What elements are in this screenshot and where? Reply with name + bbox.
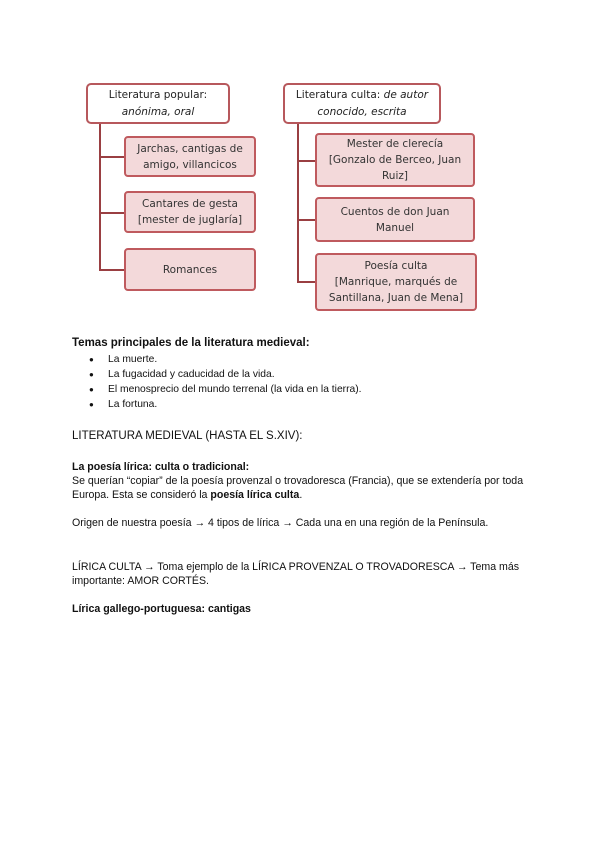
lirica-paragraph-1-bold: poesía lírica culta [210,489,300,501]
popular-item-cantares [124,191,256,233]
popular-title: Literatura popular: [108,89,208,101]
popular-subtitle: anónima, oral [121,106,195,118]
connector-popular-trunk [99,122,101,270]
popular-item-jarchas [124,136,256,177]
lirica-paragraph-1 [72,474,532,502]
list-item: ● El menosprecio del mundo terrenal (la vida en la tierra). [108,382,532,397]
culta-title: Literatura culta: [295,89,381,101]
popular-item-cantares-line1: Cantares de gesta [142,198,238,210]
document-body [72,336,532,616]
lirica-heading: La poesía lírica: culta o tradicional: [72,461,250,473]
popular-root-box [86,83,230,124]
lirica-paragraph-2: Origen de nuestra poesía → 4 tipos de lírica → Cada una en una región de la Península. [72,517,489,529]
literature-tree-diagram [0,0,600,330]
culta-item-poesia [315,253,477,311]
culta-item-clerecia-line1: Mester de clerecía [346,138,444,150]
connector-culta-1 [297,160,315,162]
popular-item-romances-line1: Romances [162,263,218,276]
culta-item-cuentos-line2: Manuel [375,221,415,234]
connector-popular-1 [99,156,124,158]
culta-item-poesia-line3: Santillana, Juan de Mena] [328,292,464,304]
culta-item-poesia-line1: Poesía culta [364,260,428,272]
main-heading: LITERATURA MEDIEVAL (HASTA EL S.XIV): [72,430,303,442]
culta-title-line [285,87,439,104]
culta-item-cuentos-line1: Cuentos de don Juan [340,205,450,218]
connector-popular-3 [99,269,124,271]
popular-item-jarchas-line1: Jarchas, cantigas de [137,142,243,155]
lirica-paragraph-1-text: Se querían “copiar” de la poesía provenzal o trovadoresca (Francia), que se extendería por toda Europa. Esta se consideró la [72,475,524,501]
connector-culta-3 [297,281,315,283]
culta-item-clerecia-line3: Ruiz] [381,170,408,182]
gallego-portuguesa-heading: Lírica gallego-portuguesa: cantigas [72,603,251,615]
culta-item-poesia-line2: [Manrique, marqués de [334,276,458,288]
popular-item-jarchas-line2: amigo, villancicos [143,158,237,171]
connector-culta-2 [297,219,315,221]
topics-list [72,352,532,412]
culta-root-box [283,83,441,124]
culta-title-italic: de autor [380,89,429,101]
lirica-paragraph-1-end: . [299,489,303,501]
list-item: ● La muerte. [108,352,532,367]
culta-item-clerecia [315,133,475,187]
culta-subtitle: conocido, escrita [317,106,407,118]
connector-popular-2 [99,212,124,214]
connector-culta-trunk [297,124,299,281]
culta-item-cuentos [315,197,475,242]
list-item: ● La fugacidad y caducidad de la vida. [108,367,532,382]
lirica-paragraph-3: LÍRICA CULTA → Toma ejemplo de la LÍRICA PROVENZAL O TROVADORESCA → Tema más importante: AMOR CORTÉS. [72,561,520,587]
culta-item-clerecia-line2: [Gonzalo de Berceo, Juan [328,154,462,166]
list-item: ● La fortuna. [108,397,532,412]
topics-heading: Temas principales de la literatura medieval: [72,337,310,349]
popular-item-romances [124,248,256,291]
popular-item-cantares-line2: [mester de juglaría] [137,214,243,226]
